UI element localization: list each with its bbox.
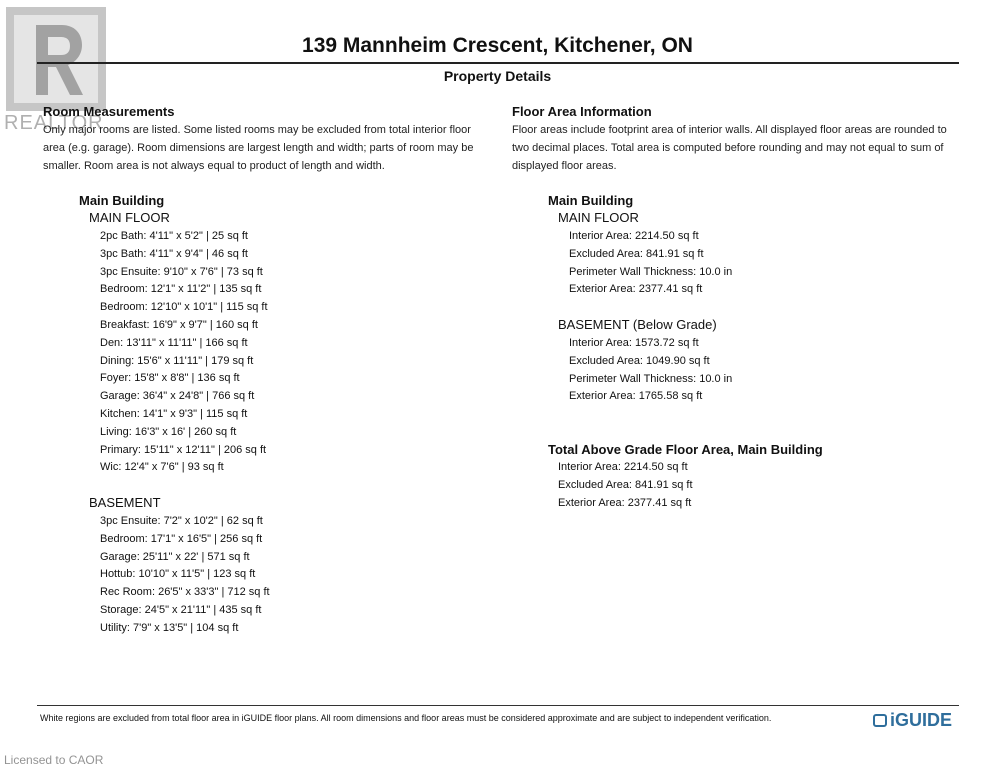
realtor-watermark-text: REALTOR bbox=[4, 112, 104, 134]
area-floor-title-main: MAIN FLOOR bbox=[558, 210, 639, 225]
area-item: Perimeter Wall Thickness: 10.0 in bbox=[569, 265, 733, 278]
license-watermark: Licensed to CAOR bbox=[4, 753, 104, 767]
room-item: Garage: 36'4" x 24'8" | 766 sq ft bbox=[100, 390, 255, 403]
area-item: Excluded Area: 841.91 sq ft bbox=[569, 247, 704, 260]
page-subtitle: Property Details bbox=[443, 68, 552, 84]
area-item: Interior Area: 2214.50 sq ft bbox=[569, 230, 699, 242]
room-item: Garage: 25'11" x 22' | 571 sq ft bbox=[100, 550, 250, 563]
room-floor-title-basement: BASEMENT bbox=[89, 495, 161, 510]
iguide-logo-icon bbox=[873, 714, 887, 727]
total-area-item: Excluded Area: 841.91 sq ft bbox=[558, 478, 693, 491]
realtor-logo-icon bbox=[6, 7, 106, 111]
total-area-title: Total Above Grade Floor Area, Main Building bbox=[548, 442, 823, 457]
room-measurements-note: Only major rooms are listed. Some listed rooms may be excluded from total interior floor area (e.g. garage). Room dimensions are largest length and width; parts of room may be smaller. Room area is not always equal to product of length and width. bbox=[43, 124, 474, 172]
iguide-brand-text: iGUIDE bbox=[890, 710, 953, 730]
area-building-title: Main Building bbox=[548, 193, 634, 208]
room-list-basement bbox=[100, 513, 270, 638]
area-floor-title-basement: BASEMENT (Below Grade) bbox=[558, 317, 717, 332]
room-item: Living: 16'3" x 16' | 260 sq ft bbox=[100, 425, 237, 438]
room-item: Utility: 7'9" x 13'5" | 104 sq ft bbox=[100, 621, 239, 634]
room-item: 3pc Ensuite: 7'2" x 10'2" | 62 sq ft bbox=[100, 515, 263, 527]
room-item: Primary: 15'11" x 12'11" | 206 sq ft bbox=[100, 443, 267, 456]
area-item: Perimeter Wall Thickness: 10.0 in bbox=[569, 372, 733, 385]
room-item: Bedroom: 12'1" x 11'2" | 135 sq ft bbox=[100, 283, 262, 296]
room-item: Bedroom: 17'1" x 16'5" | 256 sq ft bbox=[100, 532, 263, 545]
room-item: Rec Room: 26'5" x 33'3" | 712 sq ft bbox=[100, 586, 270, 599]
room-item: Dining: 15'6" x 11'11" | 179 sq ft bbox=[100, 354, 254, 367]
page-title: 139 Mannheim Crescent, Kitchener, ON bbox=[302, 34, 693, 57]
room-item: Hottub: 10'10" x 11'5" | 123 sq ft bbox=[100, 568, 256, 581]
area-item: Exterior Area: 2377.41 sq ft bbox=[569, 283, 703, 296]
room-measurements-title: Room Measurements bbox=[43, 104, 175, 119]
room-item: 3pc Ensuite: 9'10" x 7'6" | 73 sq ft bbox=[100, 265, 263, 278]
room-item: Foyer: 15'8" x 8'8" | 136 sq ft bbox=[100, 372, 240, 385]
room-item: Den: 13'11" x 11'11" | 166 sq ft bbox=[100, 336, 248, 349]
total-area-list bbox=[558, 459, 693, 512]
room-item: Storage: 24'5" x 21'11" | 435 sq ft bbox=[100, 603, 262, 616]
iguide-logo bbox=[873, 710, 952, 731]
area-item: Excluded Area: 1049.90 sq ft bbox=[569, 354, 710, 367]
room-building-title: Main Building bbox=[79, 193, 165, 208]
room-item: Bedroom: 12'10" x 10'1" | 115 sq ft bbox=[100, 301, 268, 314]
room-list-main bbox=[100, 228, 268, 477]
area-item: Interior Area: 1573.72 sq ft bbox=[569, 337, 699, 349]
area-list-main bbox=[569, 228, 732, 299]
floor-area-note: Floor areas include footprint area of interior walls. All displayed floor areas are rounded to two decimal places. Total area is computed before rounding and may not equal to sum of displayed floor areas. bbox=[512, 124, 947, 172]
room-item: Kitchen: 14'1" x 9'3" | 115 sq ft bbox=[100, 407, 248, 420]
area-list-basement bbox=[569, 335, 732, 406]
title-divider bbox=[37, 62, 959, 64]
footer-divider bbox=[37, 705, 959, 706]
room-item: Breakfast: 16'9" x 9'7" | 160 sq ft bbox=[100, 318, 258, 331]
total-area-item: Interior Area: 2214.50 sq ft bbox=[558, 461, 688, 473]
room-item: 2pc Bath: 4'11" x 5'2" | 25 sq ft bbox=[100, 230, 248, 242]
footer-disclaimer: White regions are excluded from total floor area in iGUIDE floor plans. All room dimensions and floor areas must be considered approximate and are subject to independent verification. bbox=[40, 713, 772, 723]
room-floor-title-main: MAIN FLOOR bbox=[89, 210, 170, 225]
floor-area-title: Floor Area Information bbox=[512, 104, 652, 119]
room-item: 3pc Bath: 4'11" x 9'4" | 46 sq ft bbox=[100, 247, 248, 260]
total-area-item: Exterior Area: 2377.41 sq ft bbox=[558, 496, 692, 509]
room-item: Wic: 12'4" x 7'6" | 93 sq ft bbox=[100, 461, 224, 474]
area-item: Exterior Area: 1765.58 sq ft bbox=[569, 390, 703, 403]
